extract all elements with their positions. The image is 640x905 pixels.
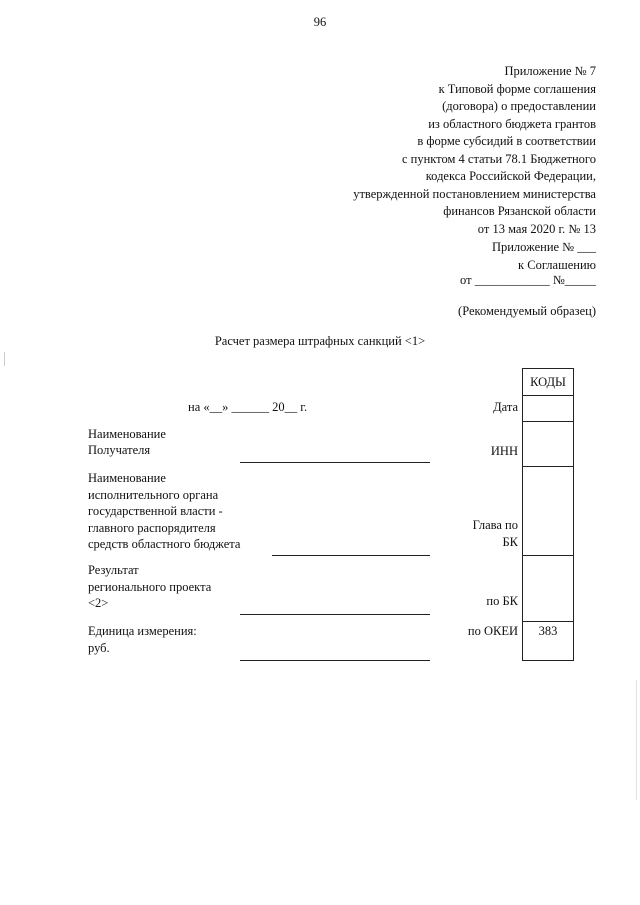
label-bk: по БК [486, 594, 518, 608]
authority-label-4: главного распорядителя [88, 520, 216, 535]
project-field-line[interactable] [240, 614, 430, 615]
project-label-3: <2> [88, 596, 109, 610]
appendix-line: от 13 мая 2020 г. № 13 [477, 221, 596, 236]
appendix-line: из областного бюджета грантов [428, 116, 596, 131]
appendix-line: утвержденной постановлением министерства [353, 186, 596, 201]
codes-header-cell [522, 368, 574, 396]
project-label-1: Результат [88, 563, 139, 577]
scan-edge-mark [4, 352, 5, 366]
codes-header-label: КОДЫ [530, 375, 566, 389]
project-label-2: регионального проекта [88, 579, 212, 594]
okei-code-value: 383 [538, 624, 558, 638]
appendix-line: финансов Рязанской области [443, 204, 596, 218]
scan-edge-mark [636, 680, 637, 800]
unit-label-2: руб. [88, 640, 110, 655]
label-okei: по ОКЕИ [467, 624, 518, 638]
agreement-line-1: Приложение № ___ [491, 240, 596, 254]
agreement-line-3: от ____________ №_____ [460, 273, 596, 287]
code-cell-glava[interactable] [522, 466, 574, 556]
label-inn: ИНН [490, 444, 518, 458]
page-number: 96 [313, 15, 327, 29]
document-title: Расчет размера штрафных санкций <1> [214, 334, 426, 348]
label-date: Дата [493, 400, 518, 414]
sample-note: (Рекомендуемый образец) [458, 304, 596, 318]
appendix-line: к Типовой форме соглашения [438, 81, 596, 96]
recipient-label-2: Получателя [88, 443, 151, 457]
authority-label-5: средств областного бюджета [88, 537, 241, 551]
appendix-line: с пунктом 4 статьи 78.1 Бюджетного [401, 151, 596, 166]
recipient-label-1: Наименование [88, 427, 166, 441]
appendix-line: кодекса Российской Федерации, [425, 169, 596, 183]
appendix-line: (договора) о предоставлении [442, 99, 596, 113]
appendix-line: в форме субсидий в соответствии [417, 134, 596, 148]
authority-label-1: Наименование [88, 471, 166, 485]
authority-label-2: исполнительного органа [88, 487, 219, 502]
date-line: на «__» ______ 20__ г. [188, 400, 308, 414]
agreement-line-2: к Соглашению [518, 257, 596, 272]
unit-field-line[interactable] [240, 660, 430, 661]
code-cell-okei[interactable] [522, 621, 574, 661]
label-glava-1: Глава по [472, 518, 518, 532]
appendix-line: Приложение № 7 [504, 64, 596, 78]
recipient-field-line[interactable] [240, 462, 430, 463]
code-cell-date[interactable] [522, 395, 574, 422]
authority-field-line[interactable] [272, 555, 430, 556]
label-glava-2: БК [502, 535, 518, 549]
unit-label-1: Единица измерения: [88, 624, 197, 638]
code-cell-inn[interactable] [522, 421, 574, 467]
authority-label-3: государственной власти - [88, 504, 223, 518]
code-cell-bk[interactable] [522, 555, 574, 622]
